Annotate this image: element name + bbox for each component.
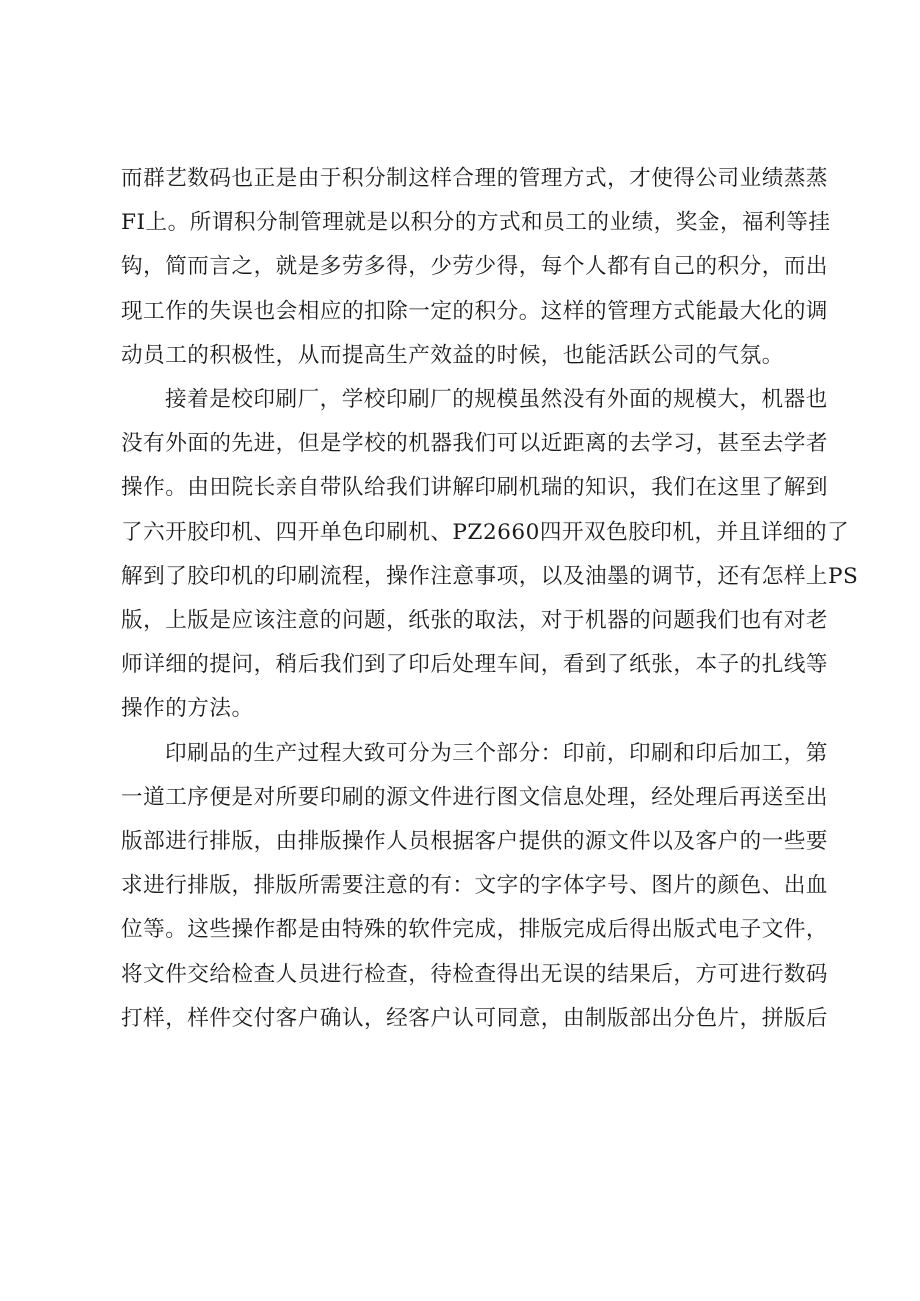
text-line: 操作的方法。 <box>121 696 254 722</box>
paragraph-1 <box>121 157 831 378</box>
paragraph-3 <box>121 732 829 1041</box>
text-line: 一道工序便是对所要印刷的源文件进行图文信息处理，经处理后再送至出 <box>121 784 829 810</box>
body-text <box>121 157 859 1041</box>
text-line: 没有外面的先进，但是学校的机器我们可以近距离的去学习，甚至去学者 <box>121 431 829 457</box>
text-line: FI上。所谓积分制管理就是以积分的方式和员工的业绩，奖金，福利等挂 <box>121 210 831 236</box>
text-line: 动员工的积极性，从而提高生产效益的时候，也能活跃公司的气氛。 <box>121 342 784 368</box>
text-line: 师详细的提问，稍后我们到了印后处理车间，看到了纸张，本子的扎线等 <box>121 652 829 678</box>
text-line: 接着是校印刷厂，学校印刷厂的规模虽然没有外面的规模大，机器也 <box>165 387 828 413</box>
text-line: 解到了胶印机的印刷流程，操作注意事项，以及油墨的调节，还有怎样上PS <box>121 563 859 589</box>
text-line: 印刷品的生产过程大致可分为三个部分：印前，印刷和印后加工，第 <box>165 740 828 766</box>
text-line: 打样，样件交付客户确认，经客户认可同意，由制版部出分色片，拼版后 <box>121 1005 829 1031</box>
text-line: 操作。由田院长亲自带队给我们讲解印刷机瑞的知识，我们在这里了解到 <box>121 475 829 501</box>
paragraph-2 <box>121 378 859 732</box>
text-line: 现工作的失误也会相应的扣除一定的积分。这样的管理方式能最大化的调 <box>121 298 829 324</box>
text-line: 版部进行排版，由排版操作人员根据客户提供的源文件以及客户的一些要 <box>121 829 829 855</box>
text-line: 了六开胶印机、四开单色印刷机、PZ2660四开双色胶印机，并且详细的了 <box>121 519 850 545</box>
text-line: 求进行排版，排版所需要注意的有：文字的字体字号、图片的颜色、出血 <box>121 873 829 899</box>
text-line: 位等。这些操作都是由特殊的软件完成，排版完成后得出版式电子文件， <box>121 917 829 943</box>
text-line: 版，上版是应该注意的问题，纸张的取法，对于机器的问题我们也有对老 <box>121 608 829 634</box>
text-line: 而群艺数码也正是由于积分制这样合理的管理方式，才使得公司业绩蒸蒸 <box>121 166 829 191</box>
text-line: 将文件交给检查人员进行检查，待检查得出无误的结果后，方可进行数码 <box>121 961 829 987</box>
text-line: 钩，简而言之，就是多劳多得，少劳少得，每个人都有自己的积分，而出 <box>121 254 829 280</box>
